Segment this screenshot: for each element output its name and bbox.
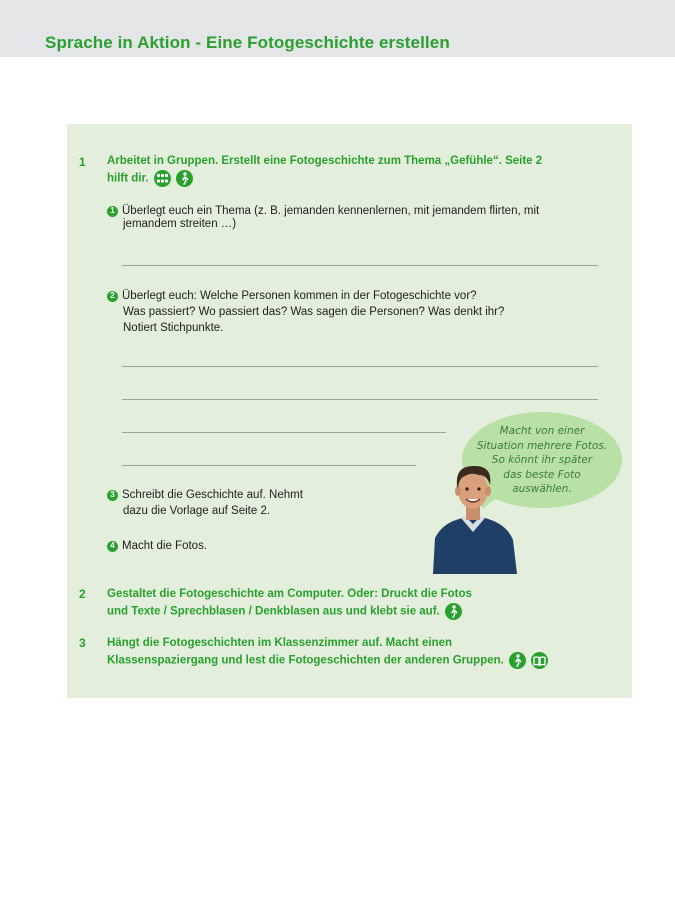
subtask-2-line-2: Was passiert? Wo passiert das? Was sagen die Personen? Was denkt ihr? (123, 306, 505, 318)
task-2-line-2-text: und Texte / Sprechblasen / Denkblasen aus und klebt sie auf. (107, 605, 440, 618)
subtask-2-bullet: 2 (107, 291, 118, 302)
subtask-2-line-3: Notiert Stichpunkte. (123, 322, 224, 334)
task-1-text (107, 153, 542, 188)
task-1-number: 1 (79, 155, 86, 169)
subtask-2-line-1 (107, 288, 504, 304)
answer-line-5[interactable] (122, 465, 416, 466)
subtask-3 (107, 487, 303, 519)
task-2-line-1: Gestaltet die Fotogeschichte am Computer. Oder: Druckt die Fotos (107, 588, 472, 600)
subtask-1-line-2: jemandem streiten …) (123, 218, 237, 230)
answer-line-3[interactable] (122, 399, 598, 400)
group-work-icon (154, 170, 171, 187)
task-1-line-1: Arbeitet in Gruppen. Erstellt eine Fotogeschichte zum Thema „Gefühle“. Seite 2 (107, 155, 543, 167)
walking-person-icon (445, 603, 462, 620)
task-1-line-2-text: hilft dir. (107, 172, 149, 185)
walking-person-icon (176, 170, 193, 187)
subtask-2-text-1: Überlegt euch: Welche Personen kommen in der Fotogeschichte vor? (122, 290, 477, 302)
subtask-4-line-1 (107, 538, 207, 554)
subtask-3-text-1: Schreibt die Geschichte auf. Nehmt (122, 489, 303, 501)
subtask-4 (107, 538, 207, 554)
task-3-line-1: Hängt die Fotogeschichten im Klassenzimmer auf. Macht einen (107, 637, 453, 649)
student-photo (423, 460, 523, 574)
subtask-4-text-1: Macht die Fotos. (122, 540, 208, 552)
subtask-1-text-1: Überlegt euch ein Thema (z. B. jemanden kennenlernen, mit jemandem flirten, mit (122, 205, 540, 217)
answer-line-2[interactable] (122, 366, 598, 367)
tip-line-2: Situation mehrere Fotos. (476, 439, 608, 452)
reading-book-icon (531, 652, 548, 669)
tip-line-5: auswählen. (512, 483, 572, 495)
task-3-number: 3 (79, 636, 86, 650)
tip-line-3: So könnt ihr später (491, 454, 593, 466)
task-3-text (107, 635, 548, 670)
tip-line-4: das beste Foto (503, 468, 581, 481)
answer-line-1[interactable] (122, 265, 598, 266)
answer-line-4[interactable] (122, 432, 446, 433)
task-2-line-2 (107, 603, 472, 621)
subtask-3-line-2: dazu die Vorlage auf Seite 2. (123, 505, 271, 517)
subtask-3-bullet: 3 (107, 490, 118, 501)
page-title: Sprache in Aktion - Eine Fotogeschichte erstellen (45, 33, 450, 52)
task-1-line-2 (107, 170, 542, 188)
task-2-number: 2 (79, 587, 86, 601)
walking-person-icon (509, 652, 526, 669)
tip-line-1: Macht von einer (499, 425, 585, 437)
task-2-text (107, 586, 472, 621)
subtask-1 (107, 203, 539, 232)
task-3-line-2 (107, 652, 548, 670)
subtask-3-line-1 (107, 487, 303, 503)
subtask-1-bullet: 1 (107, 206, 118, 217)
task-3-line-2-text: Klassenspaziergang und lest die Fotogeschichten der anderen Gruppen. (107, 654, 504, 667)
subtask-2 (107, 288, 504, 336)
subtask-4-bullet: 4 (107, 541, 118, 552)
